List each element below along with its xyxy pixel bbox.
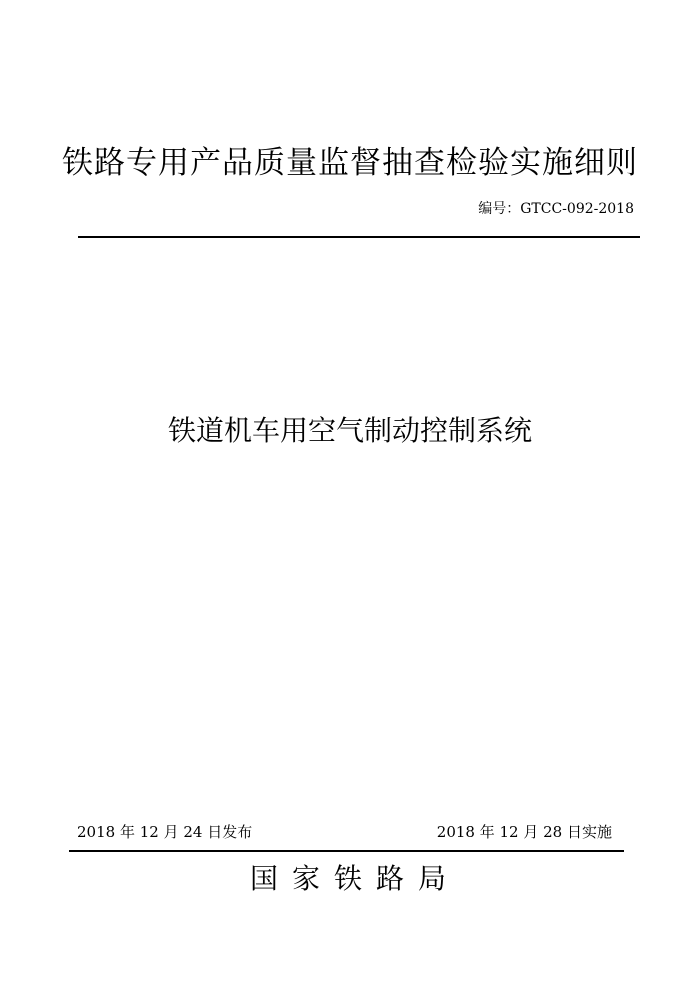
main-title: 铁路专用产品质量监督抽查检验实施细则 xyxy=(62,145,638,181)
document-number: 编号：GTCC-092-2018 xyxy=(478,201,634,217)
effective-date: 2018 年 12 月 28 日实施 xyxy=(436,823,612,841)
footer-divider xyxy=(69,850,624,852)
subject-title: 铁道机车用空气制动控制系统 xyxy=(167,414,532,447)
issue-date: 2018 年 12 月 24 日发布 xyxy=(77,823,253,841)
issuing-authority: 国家铁路局 xyxy=(249,862,460,895)
header-divider xyxy=(78,236,640,238)
